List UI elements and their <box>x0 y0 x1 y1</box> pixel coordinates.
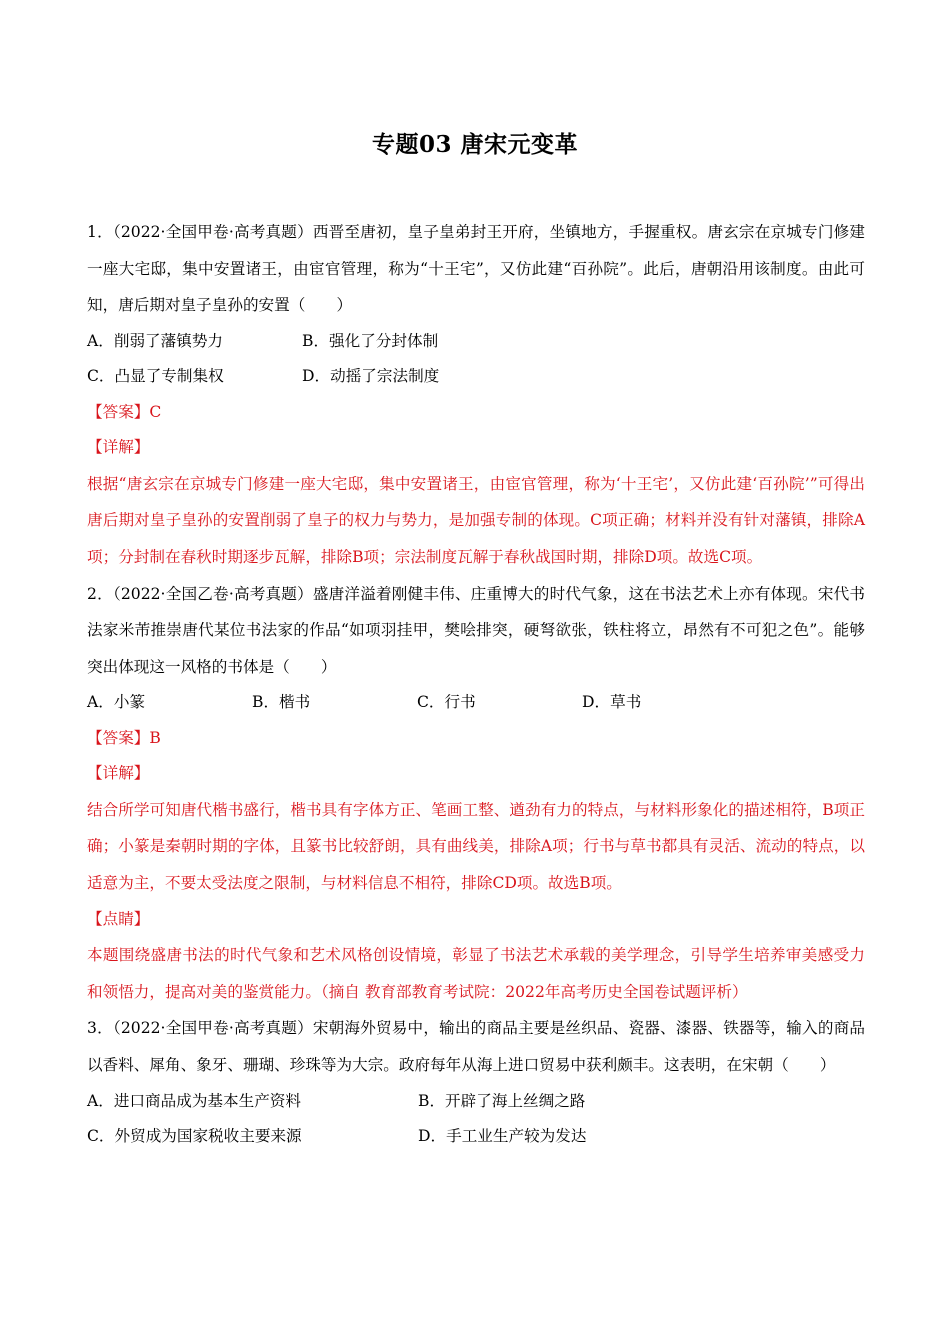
answer-label: 【答案】B <box>87 728 161 747</box>
options-row <box>87 1119 865 1155</box>
question-text: 1．（2022·全国甲卷·高考真题）西晋至唐初，皇子皇弟封王开府，坐镇地方，手握重权。唐玄宗在京城专门修建一座大宅邸，集中安置诸王，由宦官管理，称为“十王宅”，又仿此建“百孙院”。此后，唐朝沿用该制度。由此可知，唐后期对皇子皇孙的安置（ ） <box>87 223 865 315</box>
option-a: A．进口商品成为基本生产资料 <box>87 1091 301 1110</box>
question-text: 2．（2022·全国乙卷·高考真题）盛唐洋溢着刚健丰伟、庄重博大的时代气象，这在书法艺术上亦有体现。宋代书法家米芾推崇唐代某位书法家的作品“如项羽挂甲，樊哙排突，硬弩欲张，铁柱将立，昂然有不可犯之色”。能够突出体现这一风格的书体是（ ） <box>87 584 865 676</box>
options-row <box>87 324 865 360</box>
detail-text: 结合所学可知唐代楷书盛行，楷书具有字体方正、笔画工整、遒劲有力的特点，与材料形象化的描述相符，B项正确；小篆是秦朝时期的字体，且篆书比较舒朗，具有曲线美，排除A项；行书与草书都具有灵活、流动的特点，以适意为主，不要太受法度之限制，与材料信息不相符，排除CD项。故选B项。 <box>87 800 865 893</box>
options-row <box>87 1084 865 1120</box>
document-body <box>87 214 865 1155</box>
option-c: C．行书 <box>417 693 476 712</box>
note-text: 本题围绕盛唐书法的时代气象和艺术风格创设情境，彰显了书法艺术承载的美学理念，引导学生培养审美感受力和领悟力，提高对美的鉴赏能力。（摘自 教育部教育考试院：2022年高考历史全国卷试题评析） <box>87 946 865 1001</box>
option-a: A．削弱了藩镇势力 <box>87 331 224 350</box>
page-title: 专题03 唐宋元变革 <box>371 131 578 158</box>
detail-label: 【详解】 <box>87 438 150 457</box>
option-b: B．开辟了海上丝绸之路 <box>418 1091 586 1110</box>
question-1 <box>87 214 865 576</box>
option-c: C．凸显了专制集权 <box>87 367 224 386</box>
options-row <box>87 359 865 395</box>
option-d: D．动摇了宗法制度 <box>302 367 440 386</box>
question-text: 3．（2022·全国甲卷·高考真题）宋朝海外贸易中，输出的商品主要是丝织品、瓷器、漆器、铁器等，输入的商品以香料、犀角、象牙、珊瑚、珍珠等为大宗。政府每年从海上进口贸易中获利颇丰。这表明，在宋朝（ ） <box>87 1019 865 1074</box>
option-c: C．外贸成为国家税收主要来源 <box>87 1127 302 1145</box>
answer-label: 【答案】C <box>87 402 162 421</box>
question-2 <box>87 576 865 1011</box>
options-row <box>87 685 865 721</box>
option-b: B．强化了分封体制 <box>302 331 439 350</box>
detail-label: 【详解】 <box>87 764 150 783</box>
detail-text: 根据“唐玄宗在京城专门修建一座大宅邸，集中安置诸王，由宦官管理，称为‘十王宅’，又仿此建‘百孙院’”可得出唐后期对皇子皇孙的安置削弱了皇子的权力与势力，是加强专制的体现。C项正确；材料并没有针对藩镇，排除A项；分封制在春秋时期逐步瓦解，排除B项；宗法制度瓦解于春秋战国时期，排除D项。故选C项。 <box>87 474 865 566</box>
note-label: 【点睛】 <box>87 909 150 928</box>
option-d: D．草书 <box>582 693 642 712</box>
question-3 <box>87 1010 865 1154</box>
option-b: B．楷书 <box>252 693 311 712</box>
option-a: A．小篆 <box>87 693 146 712</box>
option-d: D．手工业生产较为发达 <box>418 1127 587 1145</box>
